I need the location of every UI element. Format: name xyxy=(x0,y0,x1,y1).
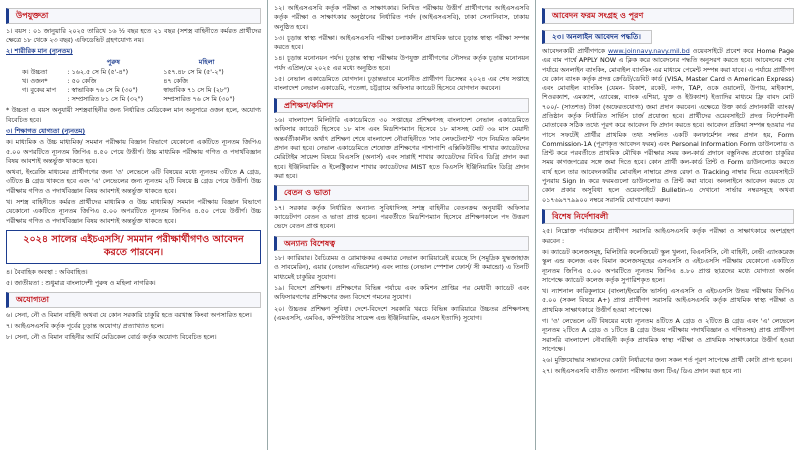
instruction-26: ২৬। মুক্তিযোদ্ধার সন্তানদের কোটা নির্ধারণের জন্য সকল শর্ত পূরণ সাপেক্ষে প্রার্থী কোটা প্রাপ্য হবেন। xyxy=(542,356,793,365)
disqualification-7: ৭। আইএসএসবি কর্তৃক পূর্বের চূড়ান্ত অযোগ্য/ প্রত্যাখ্যাত হলে। xyxy=(6,322,164,331)
row-male-value: : ১৬২.৫ সে মি (৫'-৪") xyxy=(67,68,129,76)
section-heading-application: আবেদন ফরম সংগ্রহ ও পূরণ xyxy=(542,8,794,24)
hsc-candidate-notice: ২০২৪ সালের এইচএসসি/ সমমান পরীক্ষার্থীগণও আবেদন করতে পারবেন। xyxy=(6,230,261,264)
column-selection-training xyxy=(268,0,536,450)
training-commission: ১৬। বাংলাদেশ মিলিটারি একাডেমিতে ৩০ সপ্তাহের প্রশিক্ষণসহ বাংলাদেশ নেভাল একাডেমিতে অফিসার ক্যাডেট হিসেবে ১৮ মাস এবং মিডশিপম্যান হিসেবে ১৮ মাসসহ মোট ৩৬ মাস মেয়াদী অন্তর্বর্তীকালীন অর্থাৎ প্রশিক্ষণ শেষে বাংলাদেশ নৌবাহিনীতে 'সাব লেফটেন্যান্ট' পদে নিয়মিত কমিশন প্রদান করা হবে। নেভাল একাডেমিতে শেষোক্ত প্রশিক্ষণের পাশাপাশি এক্সিকিউটিভ শাখার ক্যাডেটদের মেরিটাইম সায়েন্স বিষয়ে বিএসসি (অনার্স) এবং সাপ্লাই শাখার ক্যাডেটদের বিবিএ ডিগ্রি প্রদান করা হবে। ইঞ্জিনিয়ারিং ও ইলেক্ট্রিক্যাল শাখার ক্যাডেটদের MIST হতে বিএসসি ইঞ্জিনিয়ারিং ডিগ্রি প্রদান করা হবে। xyxy=(274,116,529,180)
physical-standard-title: ২। শারীরিক মান (ন্যূনতম) xyxy=(6,47,73,56)
foreign-training-feature: ১৯। বিদেশে প্রশিক্ষণ। প্রশিক্ষণের বিভিন্ন পর্যায়ে এবং কমিশন প্রাপ্তির পর মেধাবী ক্যাডেট এবং অফিসারগণের প্রশিক্ষণের জন্য বিদেশে গমনের সুযোগ। xyxy=(274,283,529,302)
education-requirement-b: খ। সশস্ত্র বাহিনীতে কর্মরত প্রার্থীদের মাধ্যমিক ও উচ্চ মাধ্যমিক/ সমমান পরীক্ষায় বিজ্ঞান বিভাগে যেকোনো একটিতে ন্যূনতম জিপিএ ৫.০০ অপরটিতে ন্যূনতম জিপিএ ৪.৫০ পেয়ে উত্তীর্ণ। উচ্চ পরীক্ষায় গণিত ও পদার্থবিজ্ঞান বিষয় আবশ্যই অন্তর্ভুক্ত থাকতে হবে। xyxy=(6,198,261,225)
disqualification-8: ৮। সেনা, নৌ ও বিমান বাহিনীর আর্মি মেডিকেল বোর্ড কর্তৃক অযোগ্য বিবেচিত হলে। xyxy=(6,333,217,342)
education-title: ৩। শিক্ষাগত যোগ্যতা (ন্যূনতম) xyxy=(6,127,86,136)
instruction-25b: খ। ন্যাশনাল কারিকুলামে (বাংলা/ইংরেজি ভার্সন) এসএসসি ও এইচএসসি উভয় পরীক্ষায় জিপিএ ৫.০০ (সকল বিষয়ে A+) প্রাপ্ত প্রার্থীগণ সরাসরি আইএসএসবি কর্তৃক প্রাথমিক স্বাস্থ্য পরীক্ষা ও প্রাথমিক সাক্ষাৎকারে উত্তীর্ণ হওয়া সাপেক্ষে। xyxy=(542,287,794,314)
final-selection-board: ১৪। চূড়ান্ত মনোনয়ন পর্যদ। চূড়ান্ত স্বাস্থ্য পরীক্ষায় উপযুক্ত প্রার্থীগণের নৌসদর কর্তৃক চূড়ান্ত মনোনয়ন পর্যদ এপ্রিল/মে ২০২৫ এর মধ্যে অনুষ্ঠিত হবে। xyxy=(274,54,529,72)
education-label xyxy=(6,127,261,136)
section-heading-eligibility: উপযুক্ততা xyxy=(6,8,261,24)
education-requirement-a: ক। মাধ্যমিক ও উচ্চ মাধ্যমিক/ সমমান পরীক্ষায় বিজ্ঞান বিভাগে যেকোনো একটিতে ন্যূনতম জিপিএ ৫.০০ অপরটিতে ন্যূনতম জিপিএ ৪.৫০ পেয়ে উত্তীর্ণ। উচ্চ মাধ্যমিক পরীক্ষায় গণিত ও পদার্থবিজ্ঞান বিষয় আবশ্যই অন্তর্ভুক্ত থাকতে হবে। xyxy=(6,138,261,165)
disqualification-6: ৬। সেনা, নৌ ও বিমান বাহিনী অথবা যে কোন সরকারি চাকুরি হতে বরখাস্ত কিংবা অপসারিত হলে। xyxy=(6,310,252,319)
table-header-male: পুরুষ xyxy=(106,58,120,67)
row-male-value: : স্বাভাবিক ৭৬ সে মি (৩০") xyxy=(67,87,138,95)
marital-status: ৪। বৈবাহিক অবস্থা : অবিবাহিত। xyxy=(6,267,88,276)
row-female-value: ৪৭ কেজি xyxy=(163,78,188,86)
row-male-value: : ৫০ কেজি xyxy=(67,78,97,86)
row-label: গ। বুকের মাপ xyxy=(22,87,56,95)
row-label: খ। ওজন* xyxy=(22,78,48,86)
nationality: ৫। জাতীয়তা : শুধুমাত্র বাংলাদেশী পুরুষ ও মহিলা নাগরিক। xyxy=(6,279,156,288)
table-header-row xyxy=(20,58,252,68)
application-body: ওয়েবসাইটে প্রবেশ করে Home Page এর বাম পার্শ্বে APPLY NOW এ ক্লিক করে আবেদনের পদ্ধতি অনুসরণ করতে হবে। আবেদনের শেষ পর্যায়ে অনলাইন ব্যাংকিং, মোবাইল ব্যাংকিং এর মাধ্যমে পেমেন্ট সম্পন্ন করা যাবে। এ পর্যায়ে প্রার্থীগণ যে কোন ব্যাংক কর্তৃক প্রদত্ত ক্রেডিট/ডেবিট কার্ড (VISA, Master Card ও American Express) এবং মোবাইল ব্যাংকিং (যেমন- বিকাশ, রকেট, নগদ, TAP, ওকে ওয়ালেট, উপায়, মাইক্যাশ, শিওরক্যাশ, এমক্যাশ, এ্যাবেক্স, ব্যাংক এশিয়া, যুক্ত ও ইউক্যাশ) ইত্যাদির মাধ্যমে ফ্রি বাবদ মোট ৭০০/- (সাতশত) টাকা (অফেরতযোগ্য) জমা প্রদান করবেন। এক্ষেত্রে উক্ত কার্ড প্রদানকারী ব্যাংক/প্রতিষ্ঠান কর্তৃক নির্ধারিত সার্ভিস চার্জ প্রযোজ্য হবে। প্রার্থীদের ওয়েবসাইটে প্রদত্ত নির্দেশাবলী মোতাবেক সঠিক তথ্যে পূরণ করে আবেদন ফি প্রদান করতে হবে। আবেদন প্রক্রিয়া সম্পন্ন হওয়ার পর পাসে সফটেই প্রার্থীর প্রাথমিক তথ্য সম্বলিত একটি কনফার্মেশন নম্বর প্রদান হয়, Form Commission-1A (পূরণকৃত আবেদন ফরম) এবং Personal Information Form ডাউনলোড ও প্রিন্ট করে পরবর্তীতে প্রাথমিক মৌখিক পরীক্ষার সময় কল-কার্ড প্রদানে বস্তুনিবদ্ধ প্রযোজ্য চাকুরির সময় কাগজপত্রের সঙ্গে জমা দিতে হবে। কোন প্রার্থী কল-কার্ড প্রিন্ট ও Form ডাউনলোড করতে ব্যর্থ হলে তার আবেদনকারীর মোবাইল নাম্বারে প্রদত্ত রেফা ও Tracking নাম্বার দিয়ে ওয়েবসাইটে পুনরায় Sign In করে ফরমগুলো ডাউনলোড ও প্রিন্ট করা যাবে। অনলাইনে আবেদন করতে যে কোন প্রকার অসুবিধা হলে ওয়েবসাইটে Bulletin-এ দেখানো সার্ভার নম্বরসমূহে অথবা ০১৭৬৯৭৭৯৯০০ নম্বরে সরাসরি যোগাযোগ করুন। xyxy=(542,47,794,204)
age-requirement: ১। বয়স : ০১ জানুয়ারি ২০২৫ তারিখে ১৬ ½ বছর হতে ২১ বছর (সশস্ত্র বাহিনীতে কর্মরত প্রার্থীদের ক্ষেত্রে ১৮ থেকে ২৩ বছর) এফিডেভিট গ্রহণযোগ্য নয়। xyxy=(6,26,261,44)
section-heading-features: অন্যান্য বিশেষত্ব xyxy=(274,236,529,252)
table-row xyxy=(20,95,252,104)
section-heading-pay: বেতন ও ভাতা xyxy=(274,185,529,201)
section-heading-special-instructions: বিশেষ নির্দেশাবলী xyxy=(542,209,794,225)
instruction-25: ২৫। নিম্নোক্ত পর্যায়ক্রমে প্রার্থীগণ সরাসরি আইএসএসবি কর্তৃক পরীক্ষা ও সাক্ষাৎকারে অংশগ্রহণ করবেন : xyxy=(542,227,794,245)
table-row xyxy=(20,77,252,86)
online-application-text xyxy=(542,47,794,205)
instruction-25a: ক। ক্যাডেট কলেজসমূহ, মিলিটারি কলেজিয়েট স্কুল খুলনা, বিএনসিসি, নৌ বাহিনী, নেভী এ্যাংকরেজ স্কুল এন্ড কলেজ এবং বিমান কলেজসমূহের এসএসসি ও এইচএসসি পরীক্ষায় যেকোনো একটিতে ন্যূনতম জিপিএ ৫.০০ অপরটিতে ন্যূনতম জিপিএ ৪.৮০ প্রাপ্ত ছাত্রদের মধ্যে যোগ্যতা অর্জন সাপেক্ষে ক্যাডেট কলেজ কর্তৃক সুপারিশকৃত হলে। xyxy=(542,247,794,284)
application-intro: আবেদনকারী প্রার্থীগণকে xyxy=(542,47,608,56)
table-header-female: মহিলা xyxy=(198,58,215,67)
row-label: ক। উচ্চতা xyxy=(22,68,48,76)
table-row xyxy=(20,68,252,77)
final-medical: ১৩। চূড়ান্ত স্বাস্থ্য পরীক্ষা। আইএসএসবি পরীক্ষা চলাকালীন প্রাথমিক ভাবে চূড়ান্ত স্বাস্থ্য পরীক্ষা সম্পন্ন করতে হবে। xyxy=(274,33,529,52)
issb-exam: ১২। আইএসএসবি কর্তৃক পরীক্ষা ও সাক্ষাৎকার। লিখিত পরীক্ষায় উত্তীর্ণ প্রার্থীগণের আইএসএসবি কর্তৃক পরীক্ষা ও সাক্ষাৎকার অনুষ্ঠানের নির্ধারিত পর্যদ (আইএসএসবি), ঢাকা সেনানিবাস, ঢাকায় অনুষ্ঠিত হবে। xyxy=(274,4,529,31)
physical-standard-label xyxy=(6,47,261,56)
pay-allowance: ১৭। সরকার কর্তৃক নির্ধারিত অন্যান্য সুবিধাদিসহ সশস্ত্র বাহিনীর বেতনক্রম অনুযায়ী অফিসার ক্যাডেটগণ বেতন ও ভাতা প্রাপ্ত হবেন। পরবর্তীতে মিডশিপম্যান হিসেবে প্রশিক্ষণকালে পদ উত্তরণ ভেদে বেতন প্রাপ্ত হবেন। xyxy=(274,203,529,231)
row-female-value: সম্প্রসারিত ৭৬ সে মি (৩০") xyxy=(163,96,235,104)
table-row xyxy=(20,86,252,95)
online-application-subheading: ২৩। অনলাইন আবেদন পদ্ধতি। xyxy=(542,30,652,44)
higher-training-feature: ২০। উচ্চতর প্রশিক্ষণ সুবিধা। দেশে-বিদেশে সরকারি খরচে বিভিন্ন ক্যারিয়ারে উচ্চতর প্রশিক্ষণসহ (এমএসসি, এমবিএ, কম্পিউটার সায়েন্স এন্ড ইঞ্জিনিয়ারিং, এমএস ইত্যাদি) সুযোগ। xyxy=(274,304,529,322)
education-requirement-olevel: অথবা, ইংরেজি মাধ্যমের প্রার্থীগণের জন্য 'ও' লেভেলে ৬টি বিষয়ের মধ্যে ন্যূনতম ৩টিতে A গ্রেড, ৩টিতে B গ্রেড থাকতে হবে এবং 'এ' লেভেলের জন্য ন্যূনতম ২টি বিষয়ে B গ্রেড পেয়ে উত্তীর্ণ। উচ্চ পরীক্ষায় গণিত ও পদার্থবিজ্ঞান বিষয় আবশ্যই অন্তর্ভুক্ত থাকতে হবে। xyxy=(6,168,261,195)
row-male-value: : সম্প্রসারিত ৮১ সে মি (৩২") xyxy=(67,96,144,104)
section-heading-disqualification: অযোগ্যতা xyxy=(6,292,261,308)
instruction-25c: গ। 'ও' লেভেলে ৬টি বিষয়ের মধ্যে ন্যূনতম ৪টিতে A গ্রেড ও ২টিতে B গ্রেড এবং 'এ' লেভেলে ন্যূনতম ২টিতে A গ্রেড ও ১টিতে B গ্রেড উভয় পরীক্ষায় পদার্থবিজ্ঞান ও গণিতসহ) প্রাপ্ত প্রার্থীগণ সরাসরি বাংলাদেশ নৌবাহিনী কর্তৃক প্রাথমিক স্বাস্থ্য পরীক্ষা ও প্রাথমিক সাক্ষাৎকারে উত্তীর্ণ হওয়া সাপেক্ষে। xyxy=(542,316,794,353)
academy-joining: ১৫। নেভাল একাডেমিতে যোগদান। চূড়ান্তভাবে মনোনীত প্রার্থীগণ ডিসেম্বর ২০২৪ এর শেষ সপ্তাহে বাংলাদেশ নেভাল একাডেমি, পতেঙ্গা, চট্টগ্রামে অফিসার ক্যাডেট হিসেবে যোগদান করবেন। xyxy=(274,74,529,93)
instruction-27: ২৭। আইএসএসবি বাতীত অন্যান্য পরীক্ষায় জন্য টিএ/ ডিএ প্রদান করা হবে না। xyxy=(542,367,742,376)
row-label xyxy=(20,95,66,104)
column-application xyxy=(536,0,800,450)
website-link[interactable]: www.joinnavy.navy.mil.bd xyxy=(607,47,690,56)
section-heading-training: প্রশিক্ষণ/কমিশন xyxy=(274,98,529,114)
row-female-value: ১৫৭.৪৮ সে মি (৫'-২") xyxy=(163,68,224,76)
career-feature: ১৮। ক্যারিয়ার। বৈচিত্রময় ও রোমাঞ্চকর একমাত্র নেভাল ক্যারিয়ারেই রয়েছে সি (সমুদ্রিক যুদ্ধজাহাজ ও সাবমেরিন), এয়ার (নেভাল এভিয়েশন) এবং ল্যান্ড (নেভাল স্পেশাল ফোর্স/ সী কমান্ডো) এ তিনটি মাধ্যমেই চাকুরির সুযোগ। xyxy=(274,254,529,281)
physical-standard-table xyxy=(20,58,252,104)
weight-note: * উচ্চতা ও বয়স অনুযায়ী সশস্ত্রবাহিনীর জন্য নির্ধারিত মেডিকেল মান অনুসারে ওজন হলে, অযোগ্য বিবেচিত হবে। xyxy=(6,106,261,124)
row-female-value: স্বাভাবিক ৭১ সে মি (২৮") xyxy=(163,87,230,95)
table-header-empty xyxy=(20,58,66,68)
column-eligibility xyxy=(0,0,268,450)
